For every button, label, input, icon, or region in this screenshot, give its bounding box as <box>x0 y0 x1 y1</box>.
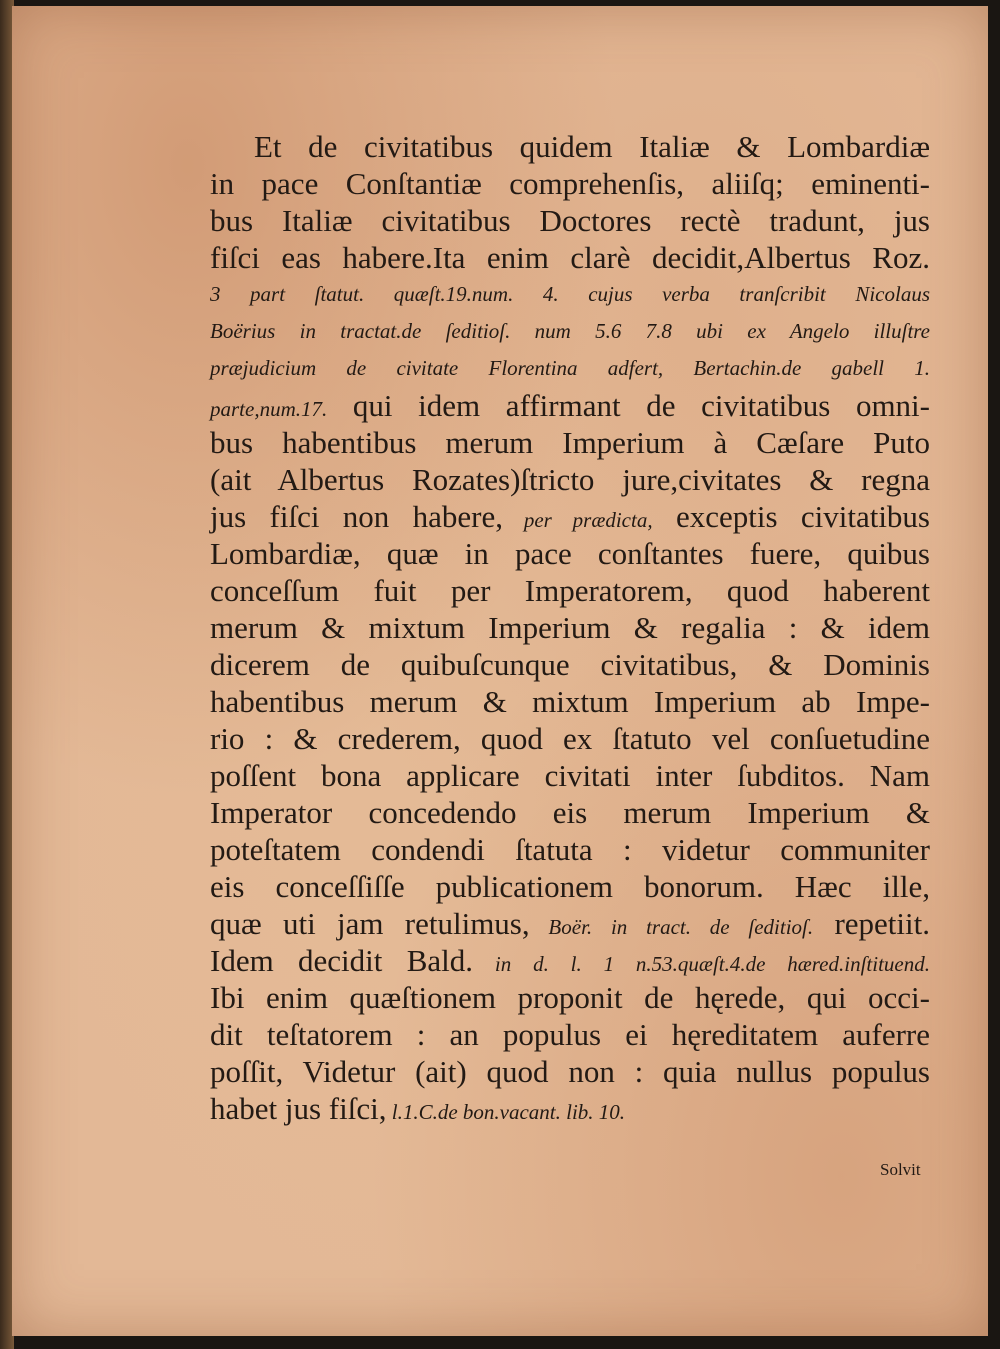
text-fragment: Idem decidit Bald. <box>210 943 474 978</box>
text-line: bus Italiæ civitatibus Doctores rectè tradunt, jus <box>210 203 930 238</box>
text-line: Ibi enim quæſtionem proponit de hęrede, qui occi- <box>210 980 930 1015</box>
text-fragment: exceptis civitatibus <box>652 499 930 534</box>
text-line: Et de civitatibus quidem Italiæ & Lombardiæ <box>254 129 930 164</box>
text-fragment: quæ uti jam retulimus, <box>210 906 530 941</box>
text-line: poſſit, Videtur (ait) quod non : quia nullus populus <box>210 1054 930 1089</box>
citation-fragment: in d. l. 1 n.53.quæſt.4.de hæred.inſtituend. <box>473 952 930 976</box>
text-line <box>210 498 930 535</box>
text-line <box>210 905 930 942</box>
text-line: rio : & crederem, quod ex ſtatuto vel conſuetudine <box>210 721 930 756</box>
text-line: habentibus merum & mixtum Imperium ab Impe- <box>210 684 930 719</box>
text-line: merum & mixtum Imperium & regalia : & idem <box>210 610 930 645</box>
citation-fragment: per prædicta, <box>502 508 653 532</box>
citation-fragment: parte,num.17. <box>210 397 328 421</box>
citation-line: præjudicium de civitate Florentina adfert, Bertachin.de gabell 1. <box>210 356 930 380</box>
text-line: Lombardiæ, quæ in pace conſtantes fuere, quibus <box>210 536 930 571</box>
citation-line: Boërius in tractat.de ſeditioſ. num 5.6 7.8 ubi ex Angelo illuſtre <box>210 319 930 343</box>
text-fragment: habet jus fiſci, <box>210 1091 387 1126</box>
text-line: dicerem de quibuſcunque civitatibus, & Dominis <box>210 647 930 682</box>
text-line: in pace Conſtantiæ comprehenſis, aliiſq; eminenti- <box>210 166 930 201</box>
text-fragment: jus fiſci non habere, <box>210 499 503 534</box>
citation-fragment: l.1.C.de bon.vacant. lib. 10. <box>386 1100 626 1124</box>
citation-fragment: Boër. in tract. de ſeditioſ. <box>529 915 814 939</box>
text-fragment: repetiit. <box>813 906 930 941</box>
text-line <box>210 387 930 424</box>
citation-line: 3 part ſtatut. quæſt.19.num. 4. cujus verba tranſcribit Nicolaus <box>210 282 930 306</box>
text-line <box>210 1090 930 1127</box>
catchword: Solvit <box>880 1160 921 1179</box>
text-line: Imperator concedendo eis merum Imperium & <box>210 795 930 830</box>
text-line: (ait Albertus Rozates)ſtricto jure,civitates & regna <box>210 462 930 497</box>
text-fragment: qui idem affirmant de civitatibus omni- <box>327 388 930 423</box>
text-line: dit teſtatorem : an populus ei hęreditatem auferre <box>210 1017 930 1052</box>
text-line: poteſtatem condendi ſtatuta : videtur communiter <box>210 832 930 867</box>
page-text <box>210 128 930 1127</box>
text-line: poſſent bona applicare civitati inter ſubditos. Nam <box>210 758 930 793</box>
text-line: bus habentibus merum Imperium à Cæſare Puto <box>210 425 930 460</box>
text-line: conceſſum fuit per Imperatorem, quod haberent <box>210 573 930 608</box>
text-line <box>210 942 930 979</box>
text-line: fiſci eas habere.Ita enim clarè decidit,Albertus Roz. <box>210 240 930 275</box>
text-line: eis conceſſiſſe publicationem bonorum. Hæc ille, <box>210 869 930 904</box>
